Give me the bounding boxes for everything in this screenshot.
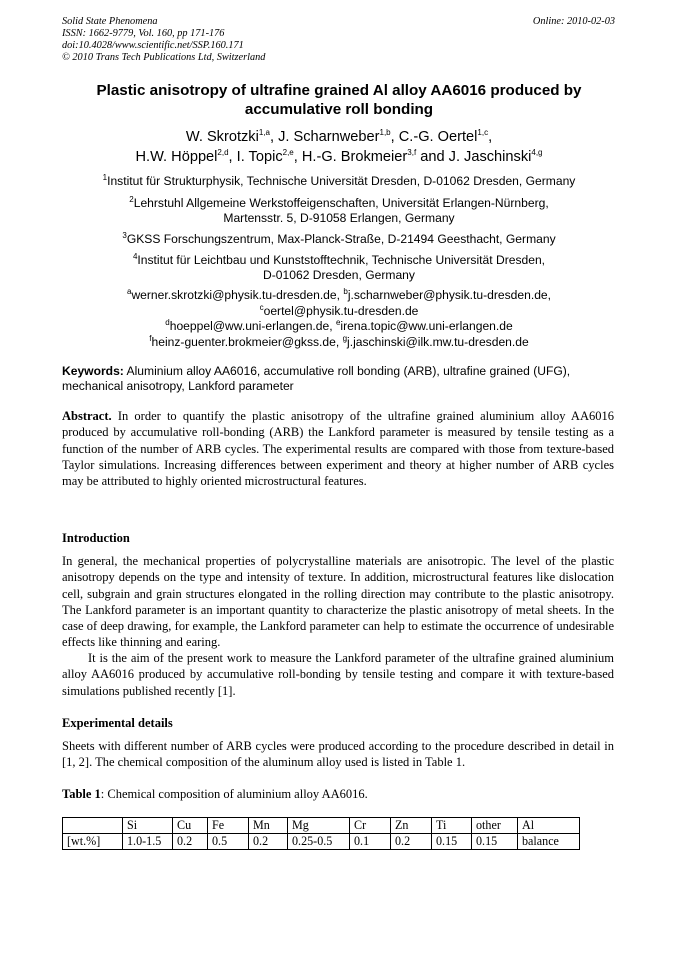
email-mark: e <box>335 318 341 328</box>
table-caption-text: : Chemical composition of aluminium alloy AA6016. <box>100 787 368 801</box>
affiliation-2 <box>62 196 616 226</box>
affiliation-text: Lehrstuhl Allgemeine Werkstoffeigenschaften, Universität Erlangen-Nürnberg, <box>133 196 549 210</box>
author-line-1 <box>62 128 616 148</box>
abstract <box>62 408 614 489</box>
table-header-row <box>63 818 580 834</box>
author-affil-mark: 1,c <box>477 128 489 138</box>
affiliation-3 <box>62 232 616 247</box>
affiliation-4 <box>62 253 616 283</box>
affiliation-text: Martensstr. 5, D-91058 Erlangen, Germany <box>223 211 455 226</box>
affiliation-mark: 4 <box>132 251 138 261</box>
table-cell: 0.2 <box>391 834 432 850</box>
journal-name: Solid State Phenomena <box>62 16 158 27</box>
section-heading-introduction: Introduction <box>62 531 130 545</box>
keywords-text: Aluminium alloy AA6016, accumulative roll bonding (ARB), ultrafine grained (UFG), mechanical anisotropy, Lankford parameter <box>62 364 571 394</box>
table-cell <box>63 818 123 834</box>
affiliation-mark: 2 <box>129 194 134 204</box>
table-cell: Al <box>518 818 580 834</box>
author-name: and J. Jaschinski <box>416 148 532 165</box>
author-affil-mark: 2,d <box>217 147 229 157</box>
author-name: , H.-G. Brokmeier <box>293 148 408 165</box>
table-cell: Cr <box>350 818 391 834</box>
section-heading-experimental: Experimental details <box>62 716 173 730</box>
table-cell: [wt.%] <box>63 834 123 850</box>
table-cell: balance <box>518 834 580 850</box>
author-affil-mark: 2,e <box>282 147 294 157</box>
paper-title: Plastic anisotropy of ultrafine grained Al alloy AA6016 produced by accumulative roll bonding <box>96 82 582 118</box>
email-mark: d <box>165 318 170 328</box>
affiliation-mark: 1 <box>102 172 108 182</box>
table-row <box>63 834 580 850</box>
email-address: j.jaschinski@ilk.mw.tu-dresden.de <box>347 334 529 349</box>
table-cell: 0.5 <box>208 834 249 850</box>
table-cell: Ti <box>432 818 472 834</box>
email-mark: f <box>149 333 152 343</box>
table-cell: 0.25-0.5 <box>288 834 350 850</box>
author-name: , I. Topic <box>228 148 283 165</box>
journal-header <box>62 16 265 64</box>
journal-issn: ISSN: 1662-9779, Vol. 160, pp 171-176 <box>62 28 225 39</box>
table-cell: Mn <box>249 818 288 834</box>
abstract-label: Abstract. <box>62 409 112 423</box>
composition-table <box>62 817 580 850</box>
table-cell: Zn <box>391 818 432 834</box>
online-date: Online: 2010-02-03 <box>532 16 615 27</box>
author-line-2 <box>62 148 616 168</box>
introduction-paragraph-2: It is the aim of the present work to measure the Lankford parameter of the ultrafine grained aluminium alloy AA6016 produced by accumulative roll-bonding by tensile testing and compare it with texture-based simulations published recently [1]. <box>62 651 614 698</box>
email-list <box>62 288 616 350</box>
table-caption <box>62 786 614 802</box>
table-cell: Fe <box>208 818 249 834</box>
author-list <box>62 128 616 167</box>
affiliation-text: Institut für Strukturphysik, Technische Universität Dresden, D-01062 Dresden, Germany <box>107 174 576 188</box>
email-mark: b <box>343 286 348 296</box>
table-cell: 0.15 <box>432 834 472 850</box>
author-separator: , <box>488 129 493 145</box>
keywords <box>62 364 616 395</box>
email-address: j.scharnweber@physik.tu-dresden.de, <box>347 288 552 302</box>
author-name: , J. Scharnweber <box>269 129 380 145</box>
table-label: Table 1 <box>62 787 101 801</box>
table-cell: Mg <box>288 818 350 834</box>
author-name: W. Skrotzki <box>185 129 259 145</box>
keywords-label: Keywords: <box>62 364 124 378</box>
table-cell: 0.15 <box>472 834 518 850</box>
email-address: hoeppel@ww.uni-erlangen.de, <box>169 319 336 334</box>
email-address: oertel@physik.tu-dresden.de <box>263 303 419 318</box>
table-cell: Si <box>123 818 173 834</box>
table-cell: 1.0-1.5 <box>123 834 173 850</box>
table-cell: 0.2 <box>173 834 208 850</box>
email-address: werner.skrotzki@physik.tu-dresden.de, <box>131 288 344 302</box>
author-name: H.W. Höppel <box>135 148 218 165</box>
table-cell: other <box>472 818 518 834</box>
affiliation-1 <box>62 174 616 189</box>
table-cell: Cu <box>173 818 208 834</box>
author-affil-mark: 3,f <box>407 147 417 157</box>
author-affil-mark: 1,b <box>379 128 391 138</box>
author-affil-mark: 4,g <box>531 147 543 157</box>
table-cell: 0.2 <box>249 834 288 850</box>
author-name: , C.-G. Oertel <box>390 129 478 145</box>
email-mark: g <box>342 333 348 343</box>
introduction-paragraph-1: In general, the mechanical properties of polycrystalline materials are anisotropic. The level of the plastic anisotropy depends on the type and intensity of texture. In addition, microstructural features like dislocation cell, subgrain and grain structures elongated in the rolling direction may contribute to the plastic anisotropy. The Lankford parameter is an important quantity to characterize the plastic anisotropy of metal sheets. In the case of deep drawing, for example, the Lankford parameter can help to estimate the occurrence of undesirable effects like thinning and earing. <box>62 554 614 650</box>
email-address: heinz-guenter.brokmeier@gkss.de, <box>151 334 343 349</box>
email-mark: c <box>259 302 264 312</box>
journal-doi: doi:10.4028/www.scientific.net/SSP.160.171 <box>62 40 244 51</box>
table-cell: 0.1 <box>350 834 391 850</box>
author-affil-mark: 1,a <box>258 128 270 138</box>
journal-copyright: © 2010 Trans Tech Publications Ltd, Switzerland <box>62 52 266 63</box>
email-address: irena.topic@ww.uni-erlangen.de <box>340 319 513 334</box>
affiliation-text: Institut für Leichtbau und Kunststofftechnik, Technische Universität Dresden, <box>137 253 546 267</box>
affiliation-text: D-01062 Dresden, Germany <box>263 268 415 283</box>
experimental-paragraph-1: Sheets with different number of ARB cycles were produced according to the procedure described in detail in [1, 2]. The chemical composition of the aluminum alloy used is listed in Table 1. <box>62 739 614 770</box>
affiliation-text: GKSS Forschungszentrum, Max-Planck-Straße, D-21494 Geesthacht, Germany <box>126 232 556 246</box>
email-mark: a <box>126 286 132 296</box>
abstract-text: In order to quantify the plastic anisotropy of the ultrafine grained aluminium alloy AA6016 produced by accumulative roll-bonding (ARB) the Lankford parameter is measured by tensile testing as a function of the number of ARB cycles. The experimental results are compared with those from texture-based Taylor simulations. Increasing differences between experiment and theory at higher number of ARB cycles may be attributed to highly oriented microstructural features. <box>62 409 614 489</box>
affiliation-mark: 3 <box>122 230 127 240</box>
